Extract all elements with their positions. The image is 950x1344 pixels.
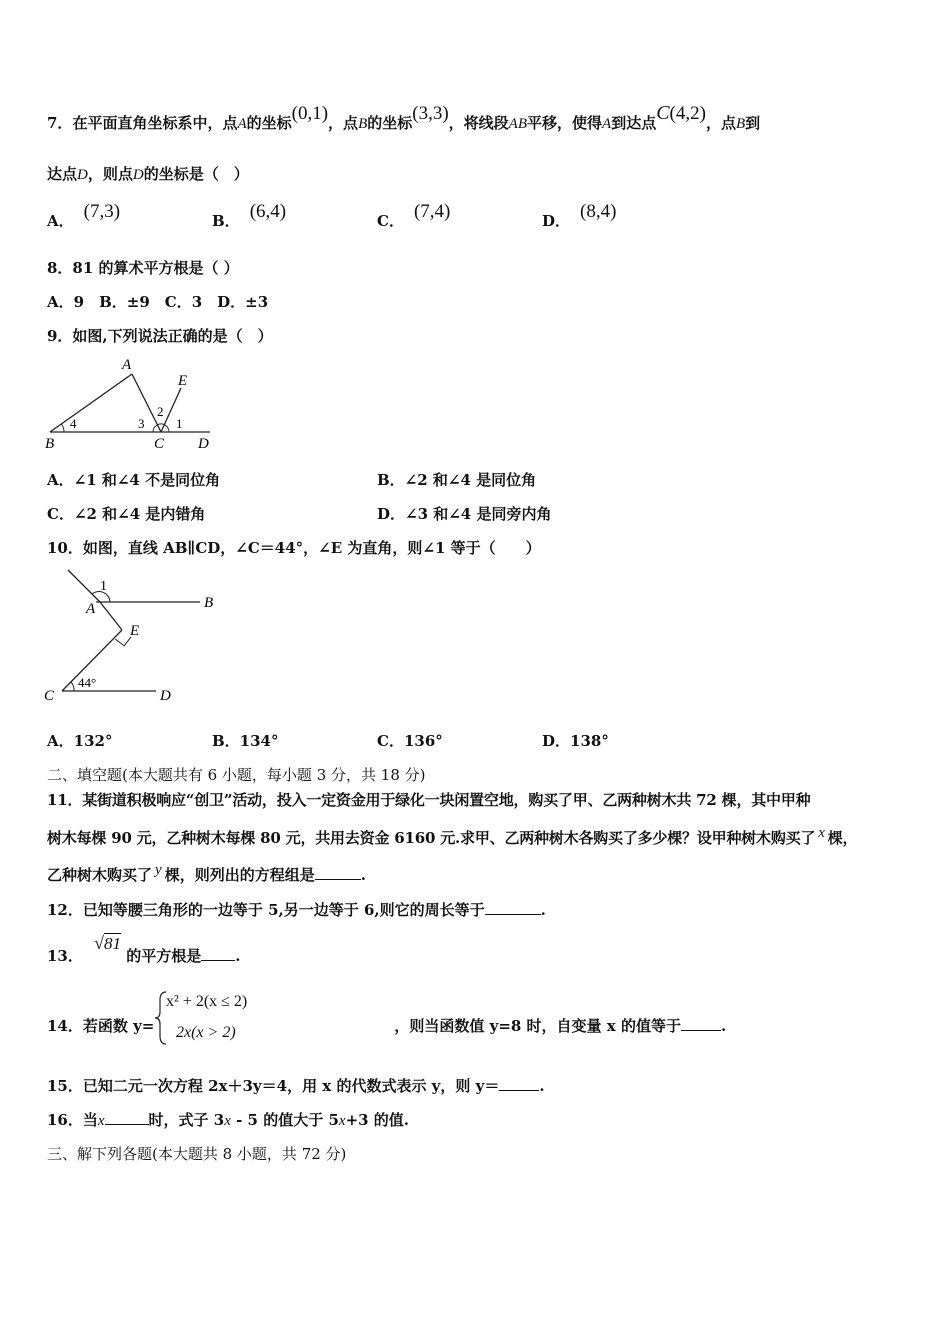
angle-label-3: 3 <box>138 416 145 431</box>
q8-options: A．9 B．±9 C．3 D．±3 <box>47 293 269 311</box>
piecewise-case-1: x² + 2(x ≤ 2) <box>166 993 248 1010</box>
label-c: C <box>44 688 55 704</box>
line-ba <box>50 374 132 432</box>
label-d: D <box>160 688 171 704</box>
q10-option-c[interactable]: C．136° <box>377 732 443 750</box>
q13-line: 13． √81 的平方根是 . <box>47 933 241 965</box>
q10-option-a[interactable]: A．132° <box>47 732 113 750</box>
label-b: B <box>45 436 55 452</box>
q14-answer-blank[interactable] <box>681 1016 721 1031</box>
line-through-a <box>68 570 100 602</box>
label-c: C <box>154 436 165 452</box>
q14-line: 14．若函数 y= ，则当函数值 y=8 时，自变量 x 的值等于 . <box>47 1017 727 1035</box>
q10-figure <box>38 564 238 712</box>
angle-label-2: 2 <box>157 404 164 419</box>
q12-answer-blank[interactable] <box>485 900 541 915</box>
sqrt-symbol: √ <box>94 933 104 953</box>
q11-line1: 11．某街道积极响应“创卫”活动，投入一定资金用于绿化一块闲置空地，购买了甲、乙两种树木共 72 棵，其中甲种 <box>47 791 811 809</box>
q13-answer-blank[interactable] <box>201 946 235 961</box>
q11-line2: 树木每棵 90 元，乙种树木每棵 80 元，共用去资金 6160 元.求甲、乙两种树木各购买了多少棵？设甲种树木购买了 x 棵， <box>47 825 858 847</box>
q7-line2: 达点D，则点D的坐标是（ ） <box>47 165 249 183</box>
label-e: E <box>178 373 188 389</box>
q7-option-d[interactable]: D． (8,4) <box>542 201 617 230</box>
label-e: E <box>130 623 140 639</box>
line-ac <box>132 374 161 432</box>
angle-arc-4 <box>62 424 65 432</box>
label-a: A <box>122 357 132 373</box>
sqrt-radicand: 81 <box>104 934 121 953</box>
q10-option-b[interactable]: B．134° <box>212 732 279 750</box>
q11-answer-blank[interactable] <box>315 865 361 880</box>
label-b: B <box>204 595 214 611</box>
q9-option-b[interactable]: B．∠2 和∠4 是同位角 <box>377 471 537 489</box>
q8-question: 8．81 的算术平方根是（ ） <box>47 259 239 277</box>
piecewise-case-2: 2x(x > 2) <box>176 1024 236 1041</box>
angle-label-1: 1 <box>100 579 107 594</box>
angle-label-4: 4 <box>70 416 77 431</box>
q11-line3: 乙种树木购买了 y 棵，则列出的方程组是 . <box>47 862 366 884</box>
q7-line1: 7．在平面直角坐标系中，点A的坐标(0,1)，点B的坐标(3,3)，将线段AB平移，使得A到达点C(4,2)，点B到 <box>47 102 761 132</box>
angle-arc-2 <box>157 424 164 425</box>
angle-arc-1 <box>164 425 169 433</box>
line-ae <box>100 602 122 630</box>
q7-option-a[interactable]: A． (7,3) <box>47 201 121 230</box>
q10-option-d[interactable]: D．138° <box>542 732 609 750</box>
angle-label-1: 1 <box>176 416 183 431</box>
section-3-heading: 三、解下列各题(本大题共 8 小题，共 72 分) <box>47 1145 347 1163</box>
q9-figure <box>40 352 220 452</box>
q9-question: 9．如图,下列说法正确的是（ ） <box>47 327 273 345</box>
q10-question: 10．如图，直线 AB∥CD，∠C＝44°，∠E 为直角，则∠1 等于（ ） <box>47 539 541 557</box>
label-a: A <box>86 601 96 617</box>
q9-option-c[interactable]: C．∠2 和∠4 是内错角 <box>47 505 206 523</box>
q7-option-b[interactable]: B． (6,4) <box>212 201 287 230</box>
label-d: D <box>198 436 209 452</box>
q9-option-d[interactable]: D．∠3 和∠4 是同旁内角 <box>377 505 552 523</box>
angle-label-44: 44° <box>78 675 97 690</box>
q7-option-c[interactable]: C． (7,4) <box>377 201 451 230</box>
q9-option-a[interactable]: A．∠1 和∠4 不是同位角 <box>47 471 221 489</box>
angle-arc-44 <box>71 682 74 691</box>
section-2-heading: 二、填空题(本大题共有 6 小题，每小题 3 分，共 18 分) <box>47 766 426 784</box>
q15-line: 15．已知二元一次方程 2x＋3y＝4，用 x 的代数式表示 y，则 y＝ . <box>47 1077 545 1095</box>
q12-line: 12．已知等腰三角形的一边等于 5,另一边等于 6,则它的周长等于 . <box>47 901 546 919</box>
q15-answer-blank[interactable] <box>499 1076 539 1091</box>
angle-arc-3 <box>153 425 157 432</box>
q16-line: 16．当x 时，式子 3x - 5 的值大于 5x+3 的值. <box>47 1111 410 1129</box>
q16-answer-blank[interactable] <box>105 1110 149 1125</box>
